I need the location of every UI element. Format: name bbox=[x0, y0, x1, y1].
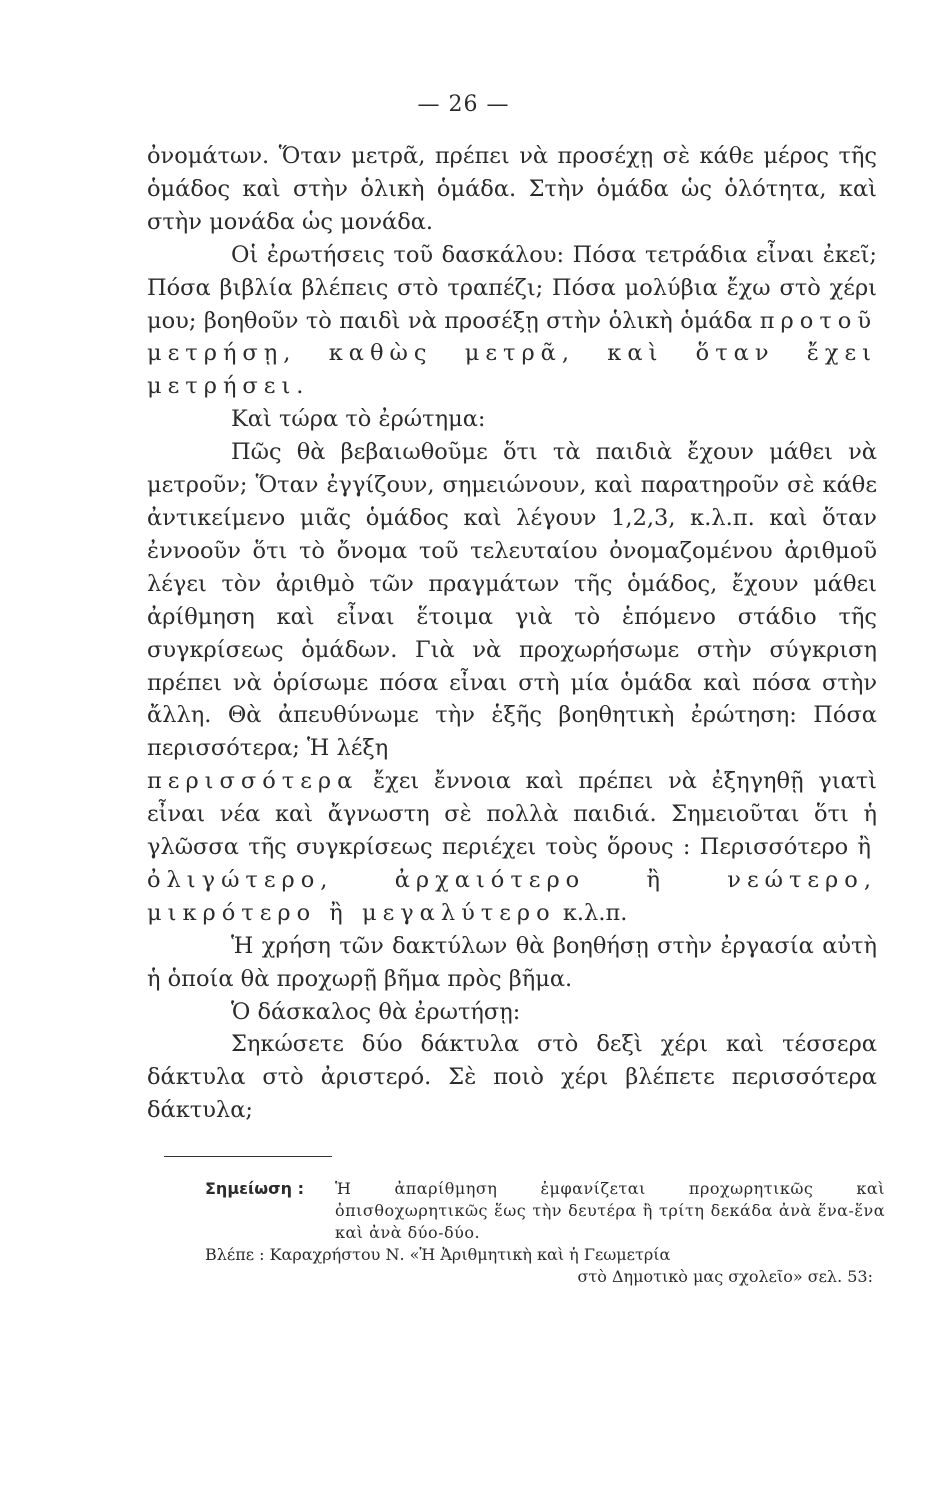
paragraph-5 bbox=[147, 765, 877, 930]
paragraph-5-text: ἔχει ἔννοια καὶ πρέπει νὰ ἐξηγηθῇ γιατὶ εἶναι νέα καὶ ἄγνωστη σὲ πολλὰ παιδιά. Σημειοῦται ὅτι ἡ γλῶσσα τῆς συγκρίσεως περιέχει τοὺς ὅρους : Περισσότερο bbox=[147, 768, 877, 861]
paragraph-5-end: κ.λ.π. bbox=[555, 899, 628, 926]
paragraph-8: Σηκώσετε δύο δάκτυλα στὸ δεξὶ χέρι καὶ τέσσερα δάκτυλα στὸ ἀριστερό. Σὲ ποιὸ χέρι βλέπετε περισσότερα δάκτυλα; bbox=[147, 1031, 877, 1124]
paragraph-2 bbox=[147, 239, 877, 404]
paragraph-5-emphasis-tail: ἢ ὀλιγώτερο, ἀρχαιότερο ἢ νεώτερο, μικρότερο ἢ μεγαλύτερο bbox=[147, 834, 878, 926]
body-text bbox=[147, 140, 877, 1127]
paragraph-6: Ἡ χρήση τῶν δακτύλων θὰ βοηθήσῃ στὴν ἐργασία αὐτὴ ἡ ὁποία θὰ προχωρῇ βῆμα πρὸς βῆμα. bbox=[147, 932, 877, 992]
paragraph-5-emphasis-lead: περισσότερα bbox=[147, 768, 359, 795]
paragraph-7: Ὁ δάσκαλος θὰ ἐρωτήσῃ: bbox=[231, 998, 521, 1025]
footnote bbox=[205, 1178, 885, 1288]
paragraph-4: Πῶς θὰ βεβαιωθοῦμε ὅτι τὰ παιδιὰ ἔχουν μάθει νὰ μετροῦν; Ὅταν ἐγγίζουν, σημειώνουν, καὶ παρατηροῦν σὲ κάθε ἀντικείμενο μιᾶς ὁμάδος καὶ λέγουν 1,2,3, κ.λ.π. καὶ ὅταν ἐννοοῦν ὅτι τὸ ὄνομα τοῦ τελευταίου ὀνομαζομένου ἀριθμοῦ λέγει τὸν ἀριθμὸ τῶν πραγμάτων τῆς ὁμάδος, ἔχουν μάθει ἀρίθμηση καὶ εἶναι ἕτοιμα γιὰ τὸ ἑπόμενο στάδιο τῆς συγκρίσεως ὁμάδων. Γιὰ νὰ προχωρήσωμε στὴν σύγκριση πρέπει νὰ ὁρίσωμε πόσα εἶναι στὴ μία ὁμάδα καὶ πόσα στὴν ἄλλη. Θὰ ἀπευθύνωμε τὴν ἑξῆς βοηθητικὴ ἐρώτηση: Πόσα περισσότερα; Ἡ λέξη bbox=[147, 439, 877, 762]
footnote-see-text-2: στὸ Δημοτικὸ μας σχολεῖο» σελ. 53: bbox=[577, 1267, 873, 1286]
footnote-see-label: Βλέπε : bbox=[205, 1245, 265, 1264]
footnote-divider bbox=[164, 1156, 332, 1157]
page-number: — 26 — bbox=[417, 92, 510, 117]
footnote-note bbox=[205, 1178, 885, 1244]
paragraph-2-text: Οἱ ἐρωτήσεις τοῦ δασκάλου: Πόσα τετράδια εἶναι ἐκεῖ; Πόσα βιβλία βλέπεις στὸ τραπέζι; Πόσα μολύβια ἔχω στὸ χέρι μου; βοηθοῦν τὸ παιδὶ νὰ προσέξῃ στὴν ὁλικὴ ὁμάδα bbox=[147, 241, 877, 334]
footnote-see-text: Καραχρήστου Ν. «Ἡ Ἀριθμητικὴ καὶ ἡ Γεωμετρία bbox=[269, 1245, 671, 1264]
footnote-text: Ἡ ἀπαρίθμηση ἐμφανίζεται προχωρητικῶς καὶ ὀπισθοχωρητικῶς ἕως τὴν δευτέρα ἢ τρίτη δεκάδα ἀνὰ ἕνα-ἕνα καὶ ἀνὰ δύο-δύο. bbox=[335, 1179, 885, 1242]
paragraph-3: Καὶ τώρα τὸ ἐρώτημα: bbox=[231, 406, 486, 433]
footnote-label: Σημείωση : bbox=[205, 1179, 304, 1198]
paragraph-1: ὀνομάτων. Ὅταν μετρᾶ, πρέπει νὰ προσέχῃ σὲ κάθε μέρος τῆς ὁμάδος καὶ στὴν ὁλικὴ ὁμάδα. Στὴν ὁμάδα ὡς ὁλότητα, καὶ στὴν μονάδα ὡς μονάδα. bbox=[147, 143, 877, 235]
paragraph-2-emphasis: προτοῦ μετρήσῃ, καθὼς μετρᾶ, καὶ ὅταν ἔχει μετρήσει. bbox=[147, 307, 877, 400]
footnote-reference bbox=[205, 1244, 885, 1288]
